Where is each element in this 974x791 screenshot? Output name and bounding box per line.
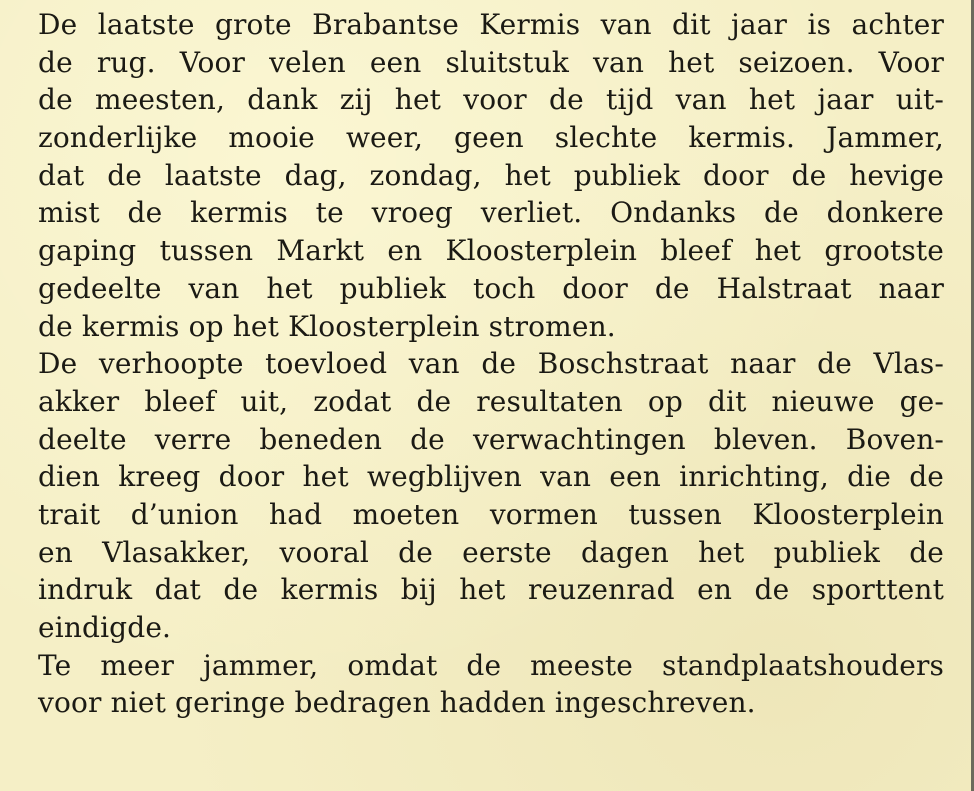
text-line: zonderlijke mooie weer, geen slechte kermis. Jammer, — [38, 121, 944, 155]
text-line: deelte verre beneden de verwachtingen bleven. Boven- — [38, 422, 944, 456]
paragraph-3 — [38, 647, 944, 722]
text-line: De verhoopte toevloed van de Boschstraat naar de Vlas- — [38, 347, 944, 381]
text-line: gaping tussen Markt en Kloosterplein bleef het grootste — [38, 234, 944, 268]
text-line: De laatste grote Brabantse Kermis van dit jaar is achter — [38, 8, 944, 41]
text-line: de kermis op het Kloosterplein stromen. — [38, 309, 616, 343]
text-line: de rug. Voor velen een sluitstuk van het seizoen. Voor — [38, 45, 944, 79]
text-line: en Vlasakker, vooral de eerste dagen het publiek de — [38, 535, 944, 569]
text-line: mist de kermis te vroeg verliet. Ondanks de donkere — [38, 196, 944, 230]
text-line: akker bleef uit, zodat de resultaten op dit nieuwe ge- — [38, 384, 944, 418]
paragraph-1 — [38, 6, 944, 345]
text-line: de meesten, dank zij het voor de tijd van het jaar uit- — [38, 83, 944, 117]
text-line: Te meer jammer, omdat de meeste standplaatshouders — [38, 648, 944, 682]
text-line: dien kreeg door het wegblijven van een inrichting, die de — [38, 460, 944, 494]
text-line: trait d’union had moeten vormen tussen Kloosterplein — [38, 497, 944, 531]
text-line: indruk dat de kermis bij het reuzenrad en de sporttent — [38, 573, 944, 607]
text-line: voor niet geringe bedragen hadden ingeschreven. — [38, 686, 756, 720]
text-line: gedeelte van het publiek toch door de Halstraat naar — [38, 271, 944, 305]
text-line: dat de laatste dag, zondag, het publiek door de hevige — [38, 158, 944, 192]
article-text — [38, 6, 944, 722]
text-line: eindigde. — [38, 611, 172, 644]
paragraph-2 — [38, 345, 944, 647]
